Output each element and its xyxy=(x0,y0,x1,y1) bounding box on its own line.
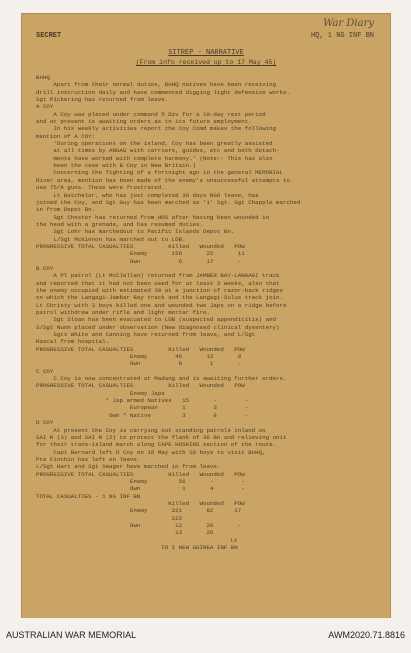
text-line: Own 6 17 - xyxy=(36,257,242,265)
text-line: River area, mention has been made of the enemy's unsuccessful attempts to xyxy=(36,176,290,184)
text-line: European 1 3 - xyxy=(36,404,249,412)
text-line: 'During operations on the island, Coy has been greatly assisted xyxy=(36,140,273,148)
text-line: Sgt Lohr has marchedout to Pacific Islands Depot Bn. xyxy=(36,228,235,236)
text-line: drill instruction daily and have commenced digging light defensive works. xyxy=(36,88,290,96)
text-line: Sgt Pickering has returned from leave. xyxy=(36,96,169,104)
handwritten-note: War Diary xyxy=(323,18,374,29)
text-line: Apart from their normal duties, BnHQ natives have been receiving xyxy=(36,81,277,89)
text-line: Enemy Japs xyxy=(36,389,165,397)
text-line: patrol withdrew under rifle and light mortar fire. xyxy=(36,309,210,316)
text-line: A Pl patrol (Lt McClellan) returned from JAMBER BAY-LANGAGI track xyxy=(36,272,280,280)
text-line: PROGRESSIVE TOTAL CASUALTIES Killed Wounded POW xyxy=(36,345,245,353)
text-line: 13 26 xyxy=(36,529,214,537)
text-line: * Jap armed Natives 15 - - xyxy=(36,397,249,405)
security-classification: SECRET xyxy=(36,32,62,40)
text-line: and reported that it had not been used for at least 3 weeks, also that xyxy=(36,279,280,287)
text-line: Sgt Sloan has been evacuated to LOB (suspected appendicitis) and xyxy=(36,316,277,324)
text-line: A Coy was placed under command 5 Div for a 10-day rest period xyxy=(36,110,266,118)
text-line: Sgts White and Canning have returned from leave, and L/Sgt xyxy=(36,331,256,339)
text-line: Rascal from hospital. xyxy=(36,338,110,346)
text-line: Lt Batchelor, who has just completed 30 days NGO leave, has xyxy=(36,191,259,199)
text-line: Capt Bernard left D Coy on 15 May with 10 boys to visit BnHQ, xyxy=(36,448,266,456)
text-line: D COY xyxy=(36,419,54,427)
footer-source: AUSTRALIAN WAR MEMORIAL xyxy=(6,630,137,640)
text-line: use 75/A guns. These were frustrated. xyxy=(36,184,165,192)
text-line: mention of A COY: xyxy=(36,132,96,140)
text-line: Lt Christy with 3 boys killed one and wounded two Japs on a ridge before xyxy=(36,301,287,309)
text-line: the enemy occupied with estimated 30 at a junction of razor-back ridges xyxy=(36,286,283,294)
text-line: SAI R (3) and SAI R (2) to protect the flank of 36 Bn and relieving unit xyxy=(36,433,287,441)
text-line: S/Sgt Nunn placed under observation (New diagnosed clinical dysentery) xyxy=(36,323,280,331)
text-line: Pte Finchin has left on leave. xyxy=(36,455,141,463)
document-page xyxy=(22,14,390,618)
text-line: L/Sgt Hart and Sgt Seager have marched in from leave. xyxy=(36,463,221,471)
text-line: PROGRESSIVE TOTAL CASUALTIES Killed Wounded POW xyxy=(36,470,245,478)
text-line: on which the Langagi-Jambar Bay track and the Langagi-Sulus track join. xyxy=(36,294,283,302)
text-line: at all times by ANGAU with carriers, guides, etc and both detach- xyxy=(36,147,280,155)
text-line: Concerning the fighting of a fortnight ago in the general MEMORIAL xyxy=(36,169,283,177)
text-line: Own 1 4 - xyxy=(36,485,245,493)
text-line: TOTAL CASUALTIES - 1 NG INF BN xyxy=(36,492,141,500)
text-line: BnHQ xyxy=(36,74,50,81)
text-line: for their trans-island march along CAPE HOSKINS section of the route. xyxy=(36,441,277,449)
text-line: At present the Coy is carrying out standing patrols inland on xyxy=(36,426,266,434)
text-line: Own 12 26 - xyxy=(36,521,242,529)
footer-bar xyxy=(0,618,411,653)
text-line: 222 xyxy=(36,514,183,522)
text-line: A COY xyxy=(36,103,54,111)
document-body xyxy=(36,74,378,551)
text-line: In his weekly activities report the Coy Comd makes the following xyxy=(36,125,277,133)
text-line: Enemy 221 82 17 xyxy=(36,507,242,515)
text-line: ments have worked with complete harmony.' (Note:- This has also xyxy=(36,154,273,162)
text-line: Lt xyxy=(36,536,238,544)
text-line: and at present is awaiting orders as to its future employment. xyxy=(36,118,252,126)
unit-header: HQ, 1 NG INF BN xyxy=(310,32,374,40)
text-line: Sgt Chester has returned from HOS after having been wounded in xyxy=(36,213,270,221)
text-line: Enemy 56 - - xyxy=(36,477,245,485)
text-line: C COY xyxy=(36,367,54,375)
text-line: the head with a grenade, and has resumed duties. xyxy=(36,220,203,228)
text-line: joined the Coy, and Sgt Guy has been marched as '1' Sgt. Sgt Chapple marched xyxy=(36,198,301,206)
footer-accession-number: AWM2020.71.8816 xyxy=(328,630,405,640)
text-line: Own * Native 3 8 - xyxy=(36,411,249,419)
document-subtitle: (From info received up to 17 May 45) xyxy=(135,59,277,66)
text-line: PROGRESSIVE TOTAL CASUALTIES Killed Wounded POW xyxy=(36,382,245,390)
text-line: B COY xyxy=(36,264,54,272)
text-line: been the case with B Coy in New Britain.) xyxy=(36,162,197,170)
text-line: C Coy is now concentrated at Madang and is awaiting further orders. xyxy=(36,375,287,383)
document-title: SITREP - NARRATIVE xyxy=(168,49,244,57)
text-line: Enemy 156 22 11 xyxy=(36,250,245,258)
text-line: in from Depot Bn. xyxy=(36,206,96,214)
text-line: L/Sgt McKinnon has marched out to LOB. xyxy=(36,235,186,243)
text-line: PROGRESSIVE TOTAL CASUALTIES Killed Wounded POW xyxy=(36,242,245,250)
text-line: Killed Wounded POW xyxy=(36,499,245,507)
text-line: IO 1 NEW GUINEA INF BN xyxy=(36,544,238,551)
text-line: Enemy 46 12 8 xyxy=(36,353,242,361)
text-line: Own 8 1 - xyxy=(36,360,242,368)
